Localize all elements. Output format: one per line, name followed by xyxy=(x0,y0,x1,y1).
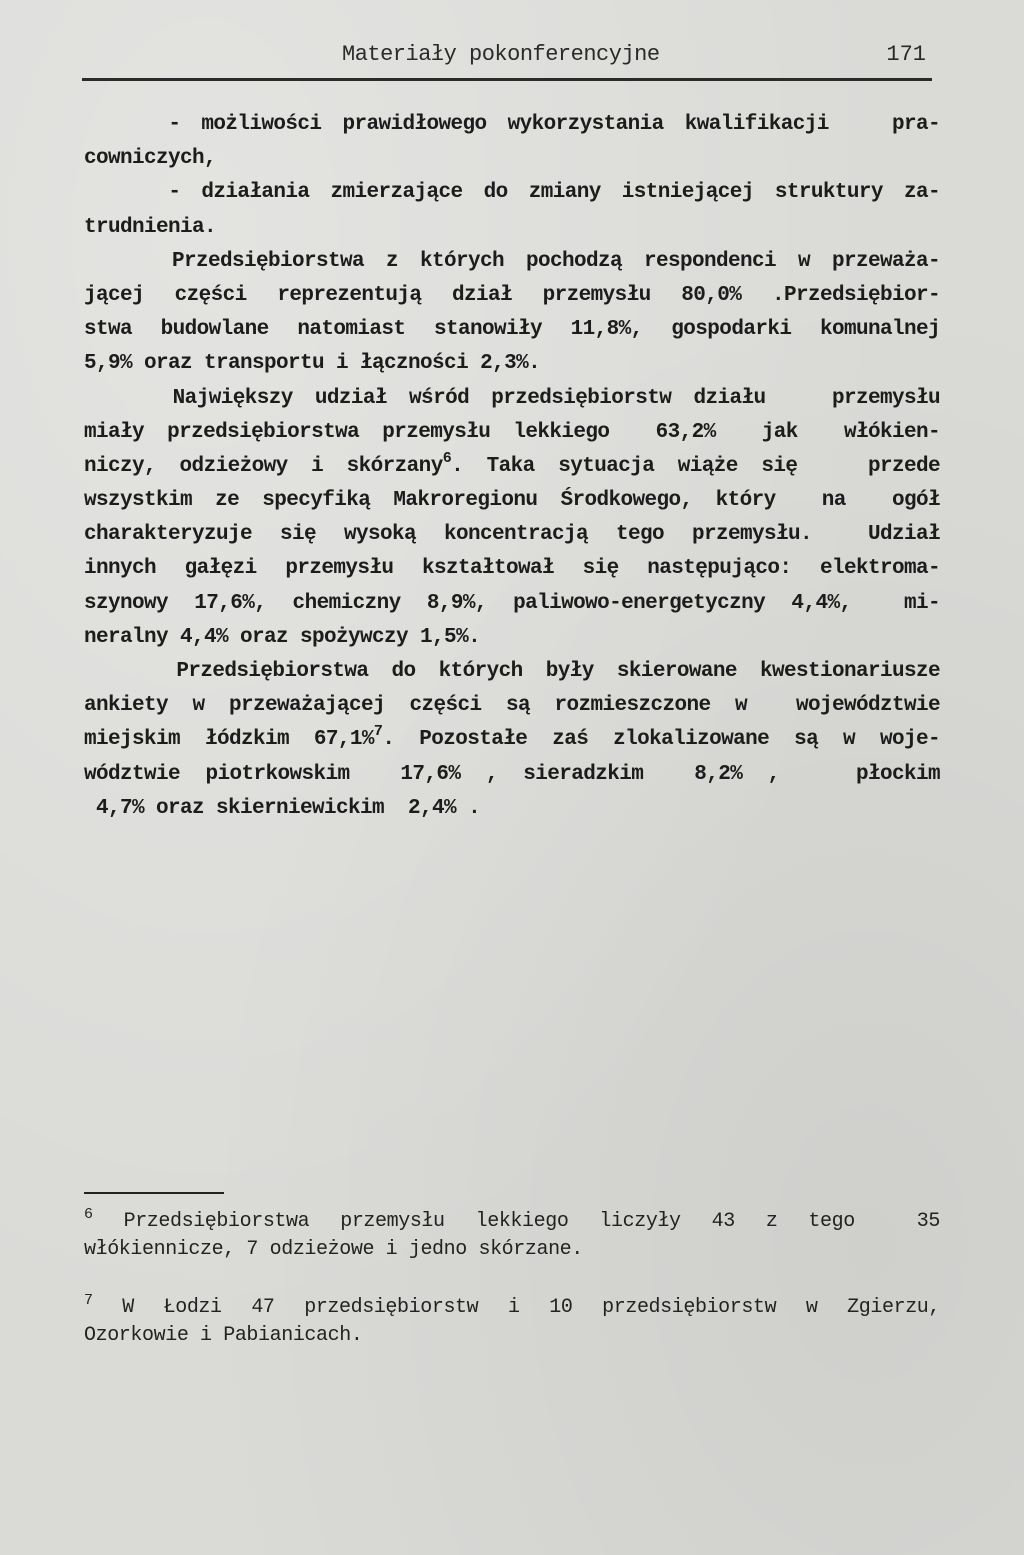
body-line: 4,7% oraz skierniewickim 2,4% . xyxy=(84,796,481,820)
body-line: wszystkim ze specyfiką Makroregionu Środkowego, który na ogół xyxy=(84,489,940,513)
body-line: Przedsiębiorstwa do których były skierowane kwestionariusze xyxy=(84,660,940,683)
body-line: 5,9% oraz transportu i łączności 2,3%. xyxy=(84,352,541,376)
footnote-mark: 6 xyxy=(84,1206,93,1223)
body-line: charakteryzuje się wysoką koncentracją tego przemysłu. Udział xyxy=(84,523,940,547)
body-line: - możliwości prawidłowego wykorzystania kwalifikacji pra- xyxy=(84,113,940,136)
body-line: Przedsiębiorstwa z których pochodzą respondenci w przeważa- xyxy=(84,249,940,273)
header-rule xyxy=(82,78,932,81)
body-line: neralny 4,4% oraz spożywczy 1,5%. xyxy=(84,625,481,649)
body-line-with-footnote xyxy=(84,723,940,757)
body-line: innych gałęzi przemysłu kształtował się następująco: elektroma- xyxy=(84,557,940,581)
footnote-7-line-2: Ozorkowie i Pabianicach. xyxy=(84,1324,363,1347)
footnote-reference[interactable]: 7 xyxy=(373,723,383,741)
body-line-text: niczy, odzieżowy i skórzany xyxy=(84,454,443,478)
body-line: wództwie piotrkowskim 17,6% , sieradzkim 8,2% , płockim xyxy=(84,762,940,786)
page-number: 171 xyxy=(886,42,926,67)
footnote-7-line-1 xyxy=(84,1294,940,1322)
body-line: stwa budowlane natomiast stanowiły 11,8%, gospodarki komunalnej xyxy=(84,318,940,342)
running-header xyxy=(80,38,932,74)
footnote-6-line-2: włókiennicze, 7 odzieżowe i jedno skórzane. xyxy=(84,1238,583,1261)
body-line-text: . Pozostałe zaś zlokalizowane są w woje- xyxy=(382,728,941,752)
footnote-6-line-1 xyxy=(84,1208,940,1236)
footnote-reference[interactable]: 6 xyxy=(442,449,452,467)
body-line: trudnienia. xyxy=(84,215,217,239)
running-title: Materiały pokonferencyjne xyxy=(342,42,660,67)
body-line: cowniczych, xyxy=(84,147,217,171)
body-line-text: miejskim łódzkim 67,1% xyxy=(84,728,374,752)
body-line-text: . Taka sytuacja wiąże się przede xyxy=(451,454,940,478)
footnote-mark: 7 xyxy=(84,1292,93,1309)
body-line-with-footnote xyxy=(84,450,940,484)
footnote-text: Przedsiębiorstwa przemysłu lekkiego liczyły 43 z tego 35 xyxy=(92,1210,940,1233)
body-line: ankiety w przeważającej części są rozmieszczone w województwie xyxy=(84,694,940,718)
body-line: jącej części reprezentują dział przemysłu 80,0% .Przedsiębior- xyxy=(84,283,940,307)
footnotes xyxy=(84,1208,940,1350)
body-line: - działania zmierzające do zmiany istniejącej struktury za- xyxy=(84,181,940,205)
body-line: miały przedsiębiorstwa przemysłu lekkiego 63,2% jak włókien- xyxy=(84,420,940,444)
footnote-rule xyxy=(84,1192,224,1194)
body-text xyxy=(84,108,940,826)
body-line: szynowy 17,6%, chemiczny 8,9%, paliwowo-energetyczny 4,4%, mi- xyxy=(84,591,940,615)
footnote-text: W Łodzi 47 przedsiębiorstw i 10 przedsiębiorstw w Zgierzu, xyxy=(92,1296,940,1319)
body-line: Największy udział wśród przedsiębiorstw działu przemysłu xyxy=(84,386,940,410)
